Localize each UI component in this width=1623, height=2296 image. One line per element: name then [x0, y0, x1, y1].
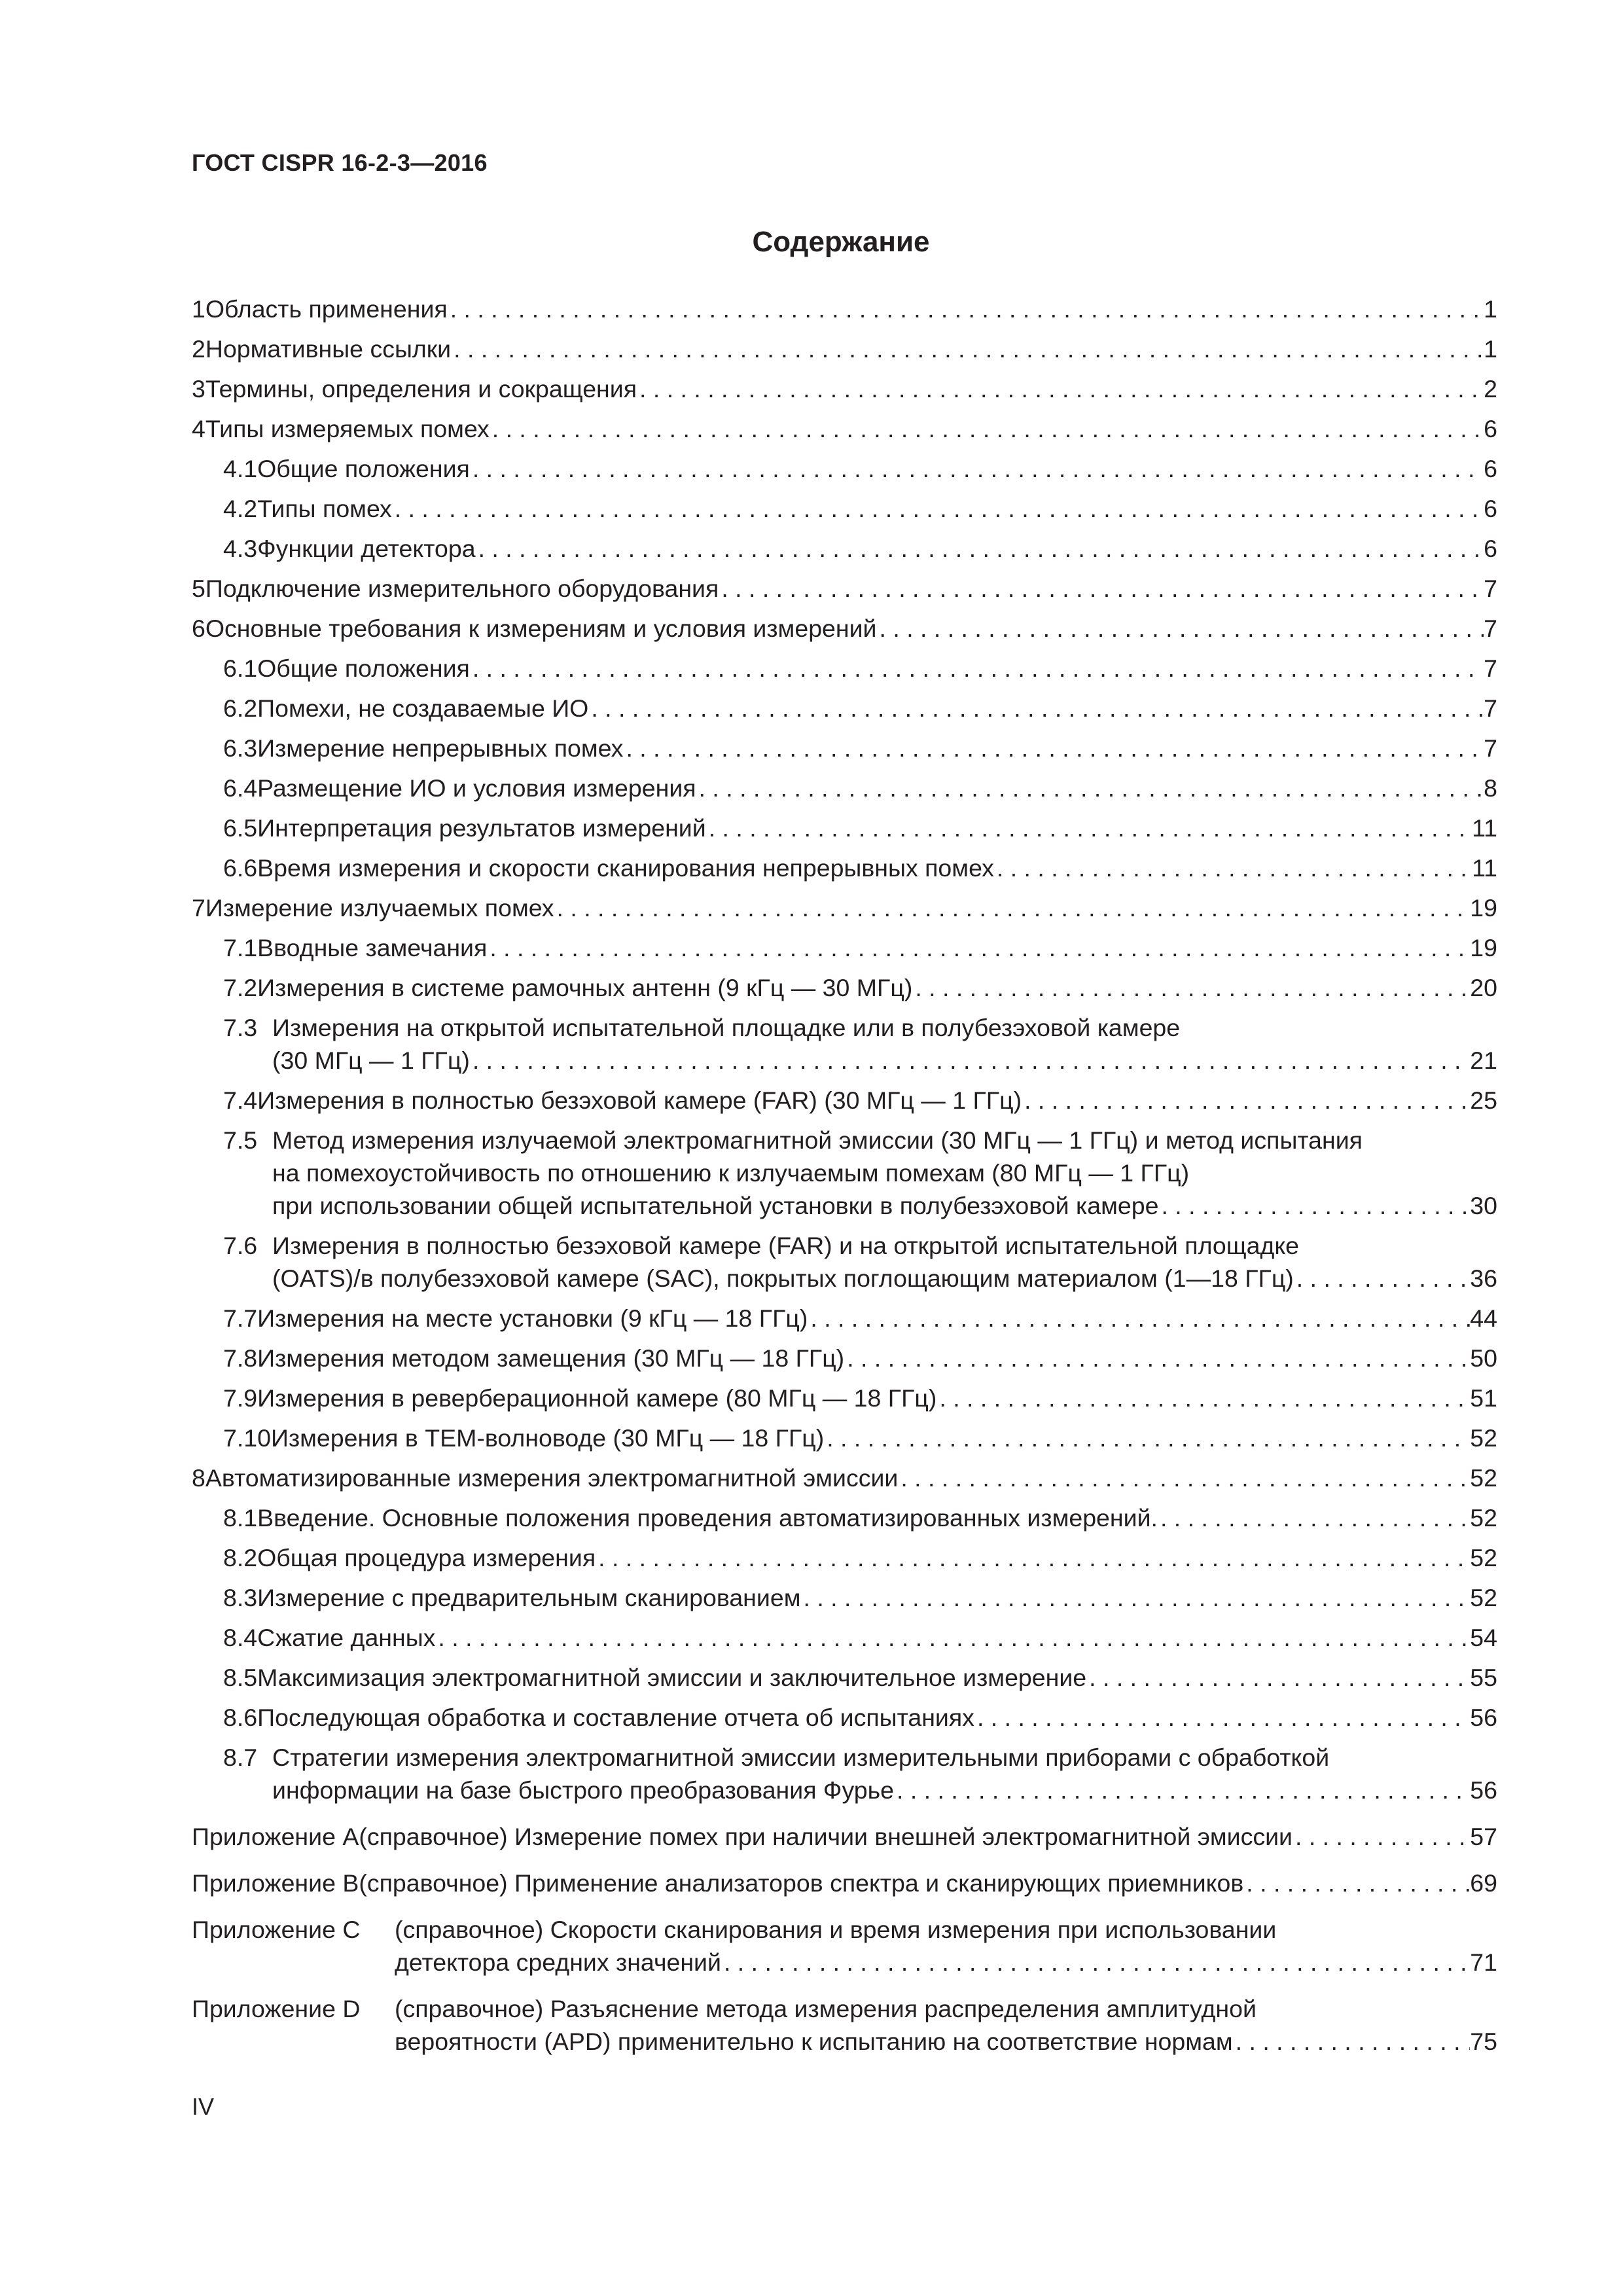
toc-entry-title: Вводные замечания — [257, 934, 488, 961]
toc-entry-line — [192, 612, 1497, 645]
dot-leader — [721, 1946, 1470, 1979]
toc-entry-number: 3 — [192, 375, 205, 403]
toc-entry-number: 1 — [192, 295, 205, 323]
toc-entry-line — [192, 1820, 1497, 1853]
toc-entry-line — [223, 1262, 1497, 1295]
dot-leader — [490, 412, 1484, 445]
toc-entry-page: 8 — [1484, 774, 1497, 802]
toc-entry-number: 7.6 — [223, 1232, 258, 1259]
toc-entry-number: 2 — [192, 335, 205, 363]
toc-entry-page: 7 — [1484, 655, 1497, 682]
toc-entry-line — [223, 1422, 1497, 1454]
toc-entry — [223, 1229, 1497, 1295]
toc-entry-number: 4.3 — [223, 535, 258, 562]
toc-entry — [192, 1992, 1497, 2058]
toc-entry-number: 5 — [192, 575, 205, 602]
toc-entry-number: 8.1 — [223, 1504, 258, 1532]
toc-entry-line — [192, 1867, 1497, 1899]
dot-leader — [696, 772, 1484, 804]
toc-entry-number: Приложение D — [192, 1995, 361, 2022]
toc-entry-title: (OATS)/в полубезэховой камере (SAC), покрытых поглощающим материалом (1—18 ГГц) — [272, 1265, 1294, 1292]
dot-leader — [1022, 1084, 1470, 1117]
toc-entry-page: 19 — [1470, 934, 1497, 961]
toc-entry-title: Измерение непрерывных помех — [257, 734, 624, 762]
dot-leader — [824, 1422, 1470, 1454]
dot-leader — [448, 293, 1484, 325]
toc-entry-page: 51 — [1470, 1384, 1497, 1412]
toc-entry-number: 6.6 — [223, 854, 258, 882]
dot-leader — [1293, 1820, 1470, 1853]
toc-entry — [192, 412, 1497, 445]
toc-entry-line — [223, 1382, 1497, 1414]
dot-leader — [808, 1302, 1470, 1335]
toc-entry-title: Метод измерения излучаемой электромагнитной эмиссии (30 МГц — 1 ГГц) и метод испытания — [272, 1126, 1363, 1154]
toc-entry-line-cont — [223, 1229, 1497, 1262]
toc-entry-page: 19 — [1470, 894, 1497, 922]
toc-entry-page: 7 — [1484, 734, 1497, 762]
toc-entry-title: Измерения в полностью безэховой камере (FAR) (30 МГц — 1 ГГц) — [257, 1086, 1022, 1114]
toc-entry-number: 7.2 — [223, 974, 258, 1001]
toc-entry-title: Область применения — [205, 295, 448, 323]
toc-entry-line — [223, 1302, 1497, 1335]
toc-entry-number: 4.1 — [223, 455, 258, 482]
toc-entry — [223, 1661, 1497, 1694]
toc-entry-title: Последующая обработка и составление отчета об испытаниях — [257, 1704, 974, 1731]
toc-entry-number: 7.10 — [223, 1424, 271, 1452]
toc-entry-title: Общие положения — [257, 455, 470, 482]
dot-leader — [470, 452, 1484, 485]
toc-entry — [223, 1501, 1497, 1534]
dot-leader — [451, 332, 1484, 365]
toc-entry-number: 4.2 — [223, 495, 258, 522]
toc-entry-line — [223, 1701, 1497, 1734]
toc-entry-line — [223, 1044, 1497, 1077]
toc-entry-line-cont — [192, 1992, 1497, 2025]
toc-entry — [223, 852, 1497, 884]
toc-entry-number: 7.4 — [223, 1086, 258, 1114]
dot-leader — [912, 971, 1470, 1004]
toc-entry-line — [223, 452, 1497, 485]
toc-entry-title: (справочное) Скорости сканирования и время измерения при использовании — [395, 1916, 1277, 1943]
toc-entry-page: 6 — [1484, 495, 1497, 522]
toc-entry-line — [192, 332, 1497, 365]
toc-entry-line — [223, 532, 1497, 565]
dot-leader — [719, 572, 1484, 605]
toc-entry-number: 8 — [192, 1464, 205, 1492]
toc-entry-title: Общие положения — [257, 655, 470, 682]
toc-entry-number: 4 — [192, 415, 205, 442]
toc-entry-line-cont — [223, 1157, 1497, 1189]
toc-entry — [223, 1011, 1497, 1077]
toc-entry-title: Измерения методом замещения (30 МГц — 18 ГГц) — [257, 1344, 845, 1372]
toc-entry-line — [223, 652, 1497, 685]
toc-entry-number: 6.3 — [223, 734, 258, 762]
toc-entry-line — [223, 1501, 1497, 1534]
toc-entry-number: 7 — [192, 894, 205, 922]
toc-entry-line — [223, 1084, 1497, 1117]
toc-entry-page: 52 — [1470, 1424, 1497, 1452]
toc-entry-title: (справочное) Применение анализаторов спектра и сканирующих приемников — [359, 1869, 1244, 1897]
toc-entry-number: 6.4 — [223, 774, 258, 802]
toc-entry — [223, 492, 1497, 525]
toc-entry-title: на помехоустойчивость по отношению к излучаемым помехам (80 МГц — 1 ГГц) — [272, 1159, 1190, 1187]
toc-entry-line — [223, 732, 1497, 764]
toc-entry — [223, 1302, 1497, 1335]
toc-entry-line — [192, 293, 1497, 325]
dot-leader — [800, 1581, 1470, 1614]
dot-leader — [470, 652, 1484, 685]
toc-entry-title: Сжатие данных — [257, 1624, 436, 1651]
toc-entry-page: 56 — [1470, 1704, 1497, 1731]
toc-entry — [223, 452, 1497, 485]
dot-leader — [894, 1774, 1470, 1806]
toc-entry-page: 52 — [1470, 1584, 1497, 1611]
toc-entry-line — [223, 1621, 1497, 1654]
toc-entry-title: вероятности (APD) применительно к испытанию на соответствие нормам — [395, 2028, 1233, 2055]
toc-entry-line — [192, 412, 1497, 445]
toc-entry-number: 7.1 — [223, 934, 258, 961]
toc-entry — [192, 572, 1497, 605]
toc-entry-line — [192, 572, 1497, 605]
toc-entry-number: 7.7 — [223, 1304, 258, 1332]
toc-entry-title: Подключение измерительного оборудования — [205, 575, 719, 602]
toc-entry-line — [192, 372, 1497, 405]
toc-entry-title: Типы измеряемых помех — [205, 415, 490, 442]
toc-entry — [223, 1382, 1497, 1414]
dot-leader — [994, 852, 1472, 884]
dot-leader — [554, 891, 1471, 924]
toc-entry-title: Интерпретация результатов измерений — [257, 814, 706, 842]
dot-leader — [877, 612, 1484, 645]
toc-entry — [192, 1867, 1497, 1899]
toc-entry-title: Измерения в реверберационной камере (80 МГц — 18 ГГц) — [257, 1384, 937, 1412]
toc-entry-number: 8.7 — [223, 1744, 258, 1771]
dot-leader — [1158, 1501, 1470, 1534]
toc-entry-line — [223, 1661, 1497, 1694]
toc-entry-number: 7.9 — [223, 1384, 258, 1412]
toc-entry-line-cont — [223, 1124, 1497, 1157]
toc-entry — [223, 1701, 1497, 1734]
toc-entry-number: 8.2 — [223, 1544, 258, 1571]
dot-leader — [844, 1342, 1470, 1374]
toc-entry-title: Термины, определения и сокращения — [205, 375, 637, 403]
toc-entry-number: 6.2 — [223, 694, 258, 722]
dot-leader — [936, 1382, 1470, 1414]
toc-entry-page: 71 — [1470, 1948, 1497, 1976]
toc-entry-title: информации на базе быстрого преобразования Фурье — [272, 1776, 895, 1804]
toc-entry-title: Помехи, не создаваемые ИО — [257, 694, 589, 722]
toc-entry-page: 7 — [1484, 615, 1497, 642]
toc-entry — [223, 931, 1497, 964]
toc-entry — [192, 293, 1497, 325]
toc-entry — [223, 1541, 1497, 1574]
toc-entry-title: Общая процедура измерения — [257, 1544, 596, 1571]
toc-entry-line — [223, 1189, 1497, 1222]
toc-entry-page: 55 — [1470, 1664, 1497, 1691]
toc-entry — [192, 372, 1497, 405]
toc-entry — [223, 532, 1497, 565]
toc-entry-number: Приложение В — [192, 1869, 359, 1897]
toc-entry-line — [192, 891, 1497, 924]
toc-entry — [223, 1124, 1497, 1222]
dot-leader — [392, 492, 1484, 525]
toc-entry-page: 7 — [1484, 575, 1497, 602]
toc-entry — [192, 332, 1497, 365]
toc-entry — [192, 891, 1497, 924]
toc-entry-line — [223, 1774, 1497, 1806]
toc-entry-title: Основные требования к измерениям и условия измерений — [205, 615, 877, 642]
toc-entry-page: 52 — [1470, 1504, 1497, 1532]
toc-entry — [223, 812, 1497, 844]
toc-entry-title: Измерение с предварительным сканированием — [257, 1584, 801, 1611]
toc-entry-page: 11 — [1472, 814, 1497, 842]
toc-entry-line — [192, 2025, 1497, 2058]
toc-entry-title: Максимизация электромагнитной эмиссии и заключительное измерение — [257, 1664, 1087, 1691]
toc-entry — [223, 971, 1497, 1004]
toc-entry-line — [223, 772, 1497, 804]
toc-entry-title: Типы помех — [257, 495, 392, 522]
toc-entry — [223, 1741, 1497, 1806]
toc-entry — [223, 1342, 1497, 1374]
toc-entry-title: Измерения в системе рамочных антенн (9 кГц — 30 МГц) — [257, 974, 913, 1001]
toc-entry — [223, 1084, 1497, 1117]
toc-entry — [223, 1621, 1497, 1654]
toc-entry-number: 6.5 — [223, 814, 258, 842]
toc-entry-page: 75 — [1470, 2028, 1497, 2055]
toc-entry-title: Измерения на открытой испытательной площадке или в полубезэховой камере — [272, 1014, 1181, 1041]
toc-entry-title: Функции детектора — [257, 535, 476, 562]
toc-entry-title: Измерения в полностью безэховой камере (FAR) и на открытой испытательной площадке — [272, 1232, 1300, 1259]
toc-entry-title: Измерение излучаемых помех — [205, 894, 554, 922]
toc-entry-line-cont — [223, 1741, 1497, 1774]
toc-entry-page: 21 — [1470, 1047, 1497, 1074]
dot-leader — [1233, 2025, 1471, 2058]
toc-entry — [223, 652, 1497, 685]
toc-entry-line — [192, 1946, 1497, 1979]
toc-entry-page: 56 — [1470, 1776, 1497, 1804]
toc-entry-number: 6 — [192, 615, 205, 642]
toc-entry-line — [223, 1581, 1497, 1614]
toc-entry — [223, 1422, 1497, 1454]
toc-entry-page: 54 — [1470, 1624, 1497, 1651]
toc-entry-line — [223, 1342, 1497, 1374]
toc-entry-number: 7.5 — [223, 1126, 258, 1154]
toc-entry — [192, 1462, 1497, 1494]
toc-entry-number: 8.4 — [223, 1624, 258, 1651]
toc-entry-page: 6 — [1484, 455, 1497, 482]
toc-entry-page: 52 — [1470, 1464, 1497, 1492]
toc-entry-number: Приложение С — [192, 1916, 361, 1943]
toc-entry-line — [223, 812, 1497, 844]
toc-entry-line — [192, 1462, 1497, 1494]
dot-leader — [596, 1541, 1470, 1574]
dot-leader — [435, 1621, 1470, 1654]
toc-entry-number: 7.3 — [223, 1014, 258, 1041]
dot-leader — [1158, 1189, 1470, 1222]
dot-leader — [1243, 1867, 1470, 1899]
toc-entry-title: Время измерения и скорости сканирования непрерывных помех — [257, 854, 994, 882]
toc-entry-title: Стратегии измерения электромагнитной эмиссии измерительными приборами с обработкой — [272, 1744, 1330, 1771]
toc-entry-title: Измерения в ТЕМ-волноводе (30 МГц — 18 ГГц) — [271, 1424, 825, 1452]
toc-entry-number: 8.6 — [223, 1704, 258, 1731]
toc-entry — [192, 1913, 1497, 1979]
dot-leader — [706, 812, 1472, 844]
toc-entry-page: 11 — [1472, 854, 1497, 882]
toc-entry-title: детектора средних значений — [395, 1948, 721, 1976]
dot-leader — [588, 692, 1484, 725]
dot-leader — [623, 732, 1484, 764]
dot-leader — [470, 1044, 1470, 1077]
toc-entry-title: Введение. Основные положения проведения автоматизированных измерений. — [257, 1504, 1158, 1532]
dot-leader — [898, 1462, 1470, 1494]
toc-entry-line — [223, 931, 1497, 964]
dot-leader — [637, 372, 1484, 405]
toc-entry-page: 6 — [1484, 415, 1497, 442]
toc-entry-number: 8.5 — [223, 1664, 258, 1691]
toc-entry — [192, 1820, 1497, 1853]
toc-entry-page: 1 — [1484, 295, 1497, 323]
toc-entry-title: (справочное) Разъяснение метода измерения распределения амплитудной — [395, 1995, 1257, 2022]
toc-entry-line — [223, 1541, 1497, 1574]
toc-entry — [223, 732, 1497, 764]
toc-entry-line-cont — [192, 1913, 1497, 1946]
page-number: IV — [192, 2093, 215, 2120]
toc-entry-page: 1 — [1484, 335, 1497, 363]
toc-entry-line — [223, 971, 1497, 1004]
toc-entry-title: Автоматизированные измерения электромагнитной эмиссии — [205, 1464, 899, 1492]
toc-entry-line — [223, 692, 1497, 725]
toc-entry-line-cont — [223, 1011, 1497, 1044]
toc-entry-number: 8.3 — [223, 1584, 258, 1611]
toc-entry — [223, 1581, 1497, 1614]
toc-entry-title: Измерения на месте установки (9 кГц — 18 ГГц) — [257, 1304, 808, 1332]
toc-entry-title: при использовании общей испытательной установки в полубезэховой камере — [272, 1192, 1159, 1219]
toc-entry-page: 6 — [1484, 535, 1497, 562]
toc-entry-page: 50 — [1470, 1344, 1497, 1372]
toc-entry-line — [223, 492, 1497, 525]
toc-entry-page: 30 — [1470, 1192, 1497, 1219]
dot-leader — [974, 1701, 1470, 1734]
toc-entry-page: 2 — [1484, 375, 1497, 403]
toc-entry-page: 36 — [1470, 1265, 1497, 1292]
dot-leader — [476, 532, 1484, 565]
dot-leader — [487, 931, 1470, 964]
toc-entry-title: (30 МГц — 1 ГГц) — [272, 1047, 470, 1074]
page-title: Содержание — [752, 226, 930, 258]
toc-entry — [223, 772, 1497, 804]
toc-entry-page: 7 — [1484, 694, 1497, 722]
dot-leader — [1294, 1262, 1470, 1295]
toc-entry — [192, 612, 1497, 645]
toc-entry-number: 7.8 — [223, 1344, 258, 1372]
toc-entry — [223, 692, 1497, 725]
toc-entry-page: 20 — [1470, 974, 1497, 1001]
toc-entry-number: 6.1 — [223, 655, 258, 682]
toc-entry-number: Приложение А — [192, 1823, 359, 1850]
document-header: ГОСТ CISPR 16-2-3—2016 — [192, 149, 488, 176]
toc-entry-line — [223, 852, 1497, 884]
toc-entry-page: 44 — [1470, 1304, 1497, 1332]
toc-entry-title: Нормативные ссылки — [205, 335, 452, 363]
toc-entry-page: 25 — [1470, 1086, 1497, 1114]
toc-entry-page: 57 — [1470, 1823, 1497, 1850]
toc-entry-title: Размещение ИО и условия измерения — [257, 774, 696, 802]
table-of-contents — [192, 293, 1497, 2058]
dot-leader — [1086, 1661, 1470, 1694]
toc-entry-page: 69 — [1470, 1869, 1497, 1897]
toc-entry-title: (справочное) Измерение помех при наличии внешней электромагнитной эмиссии — [359, 1823, 1293, 1850]
toc-entry-page: 52 — [1470, 1544, 1497, 1571]
